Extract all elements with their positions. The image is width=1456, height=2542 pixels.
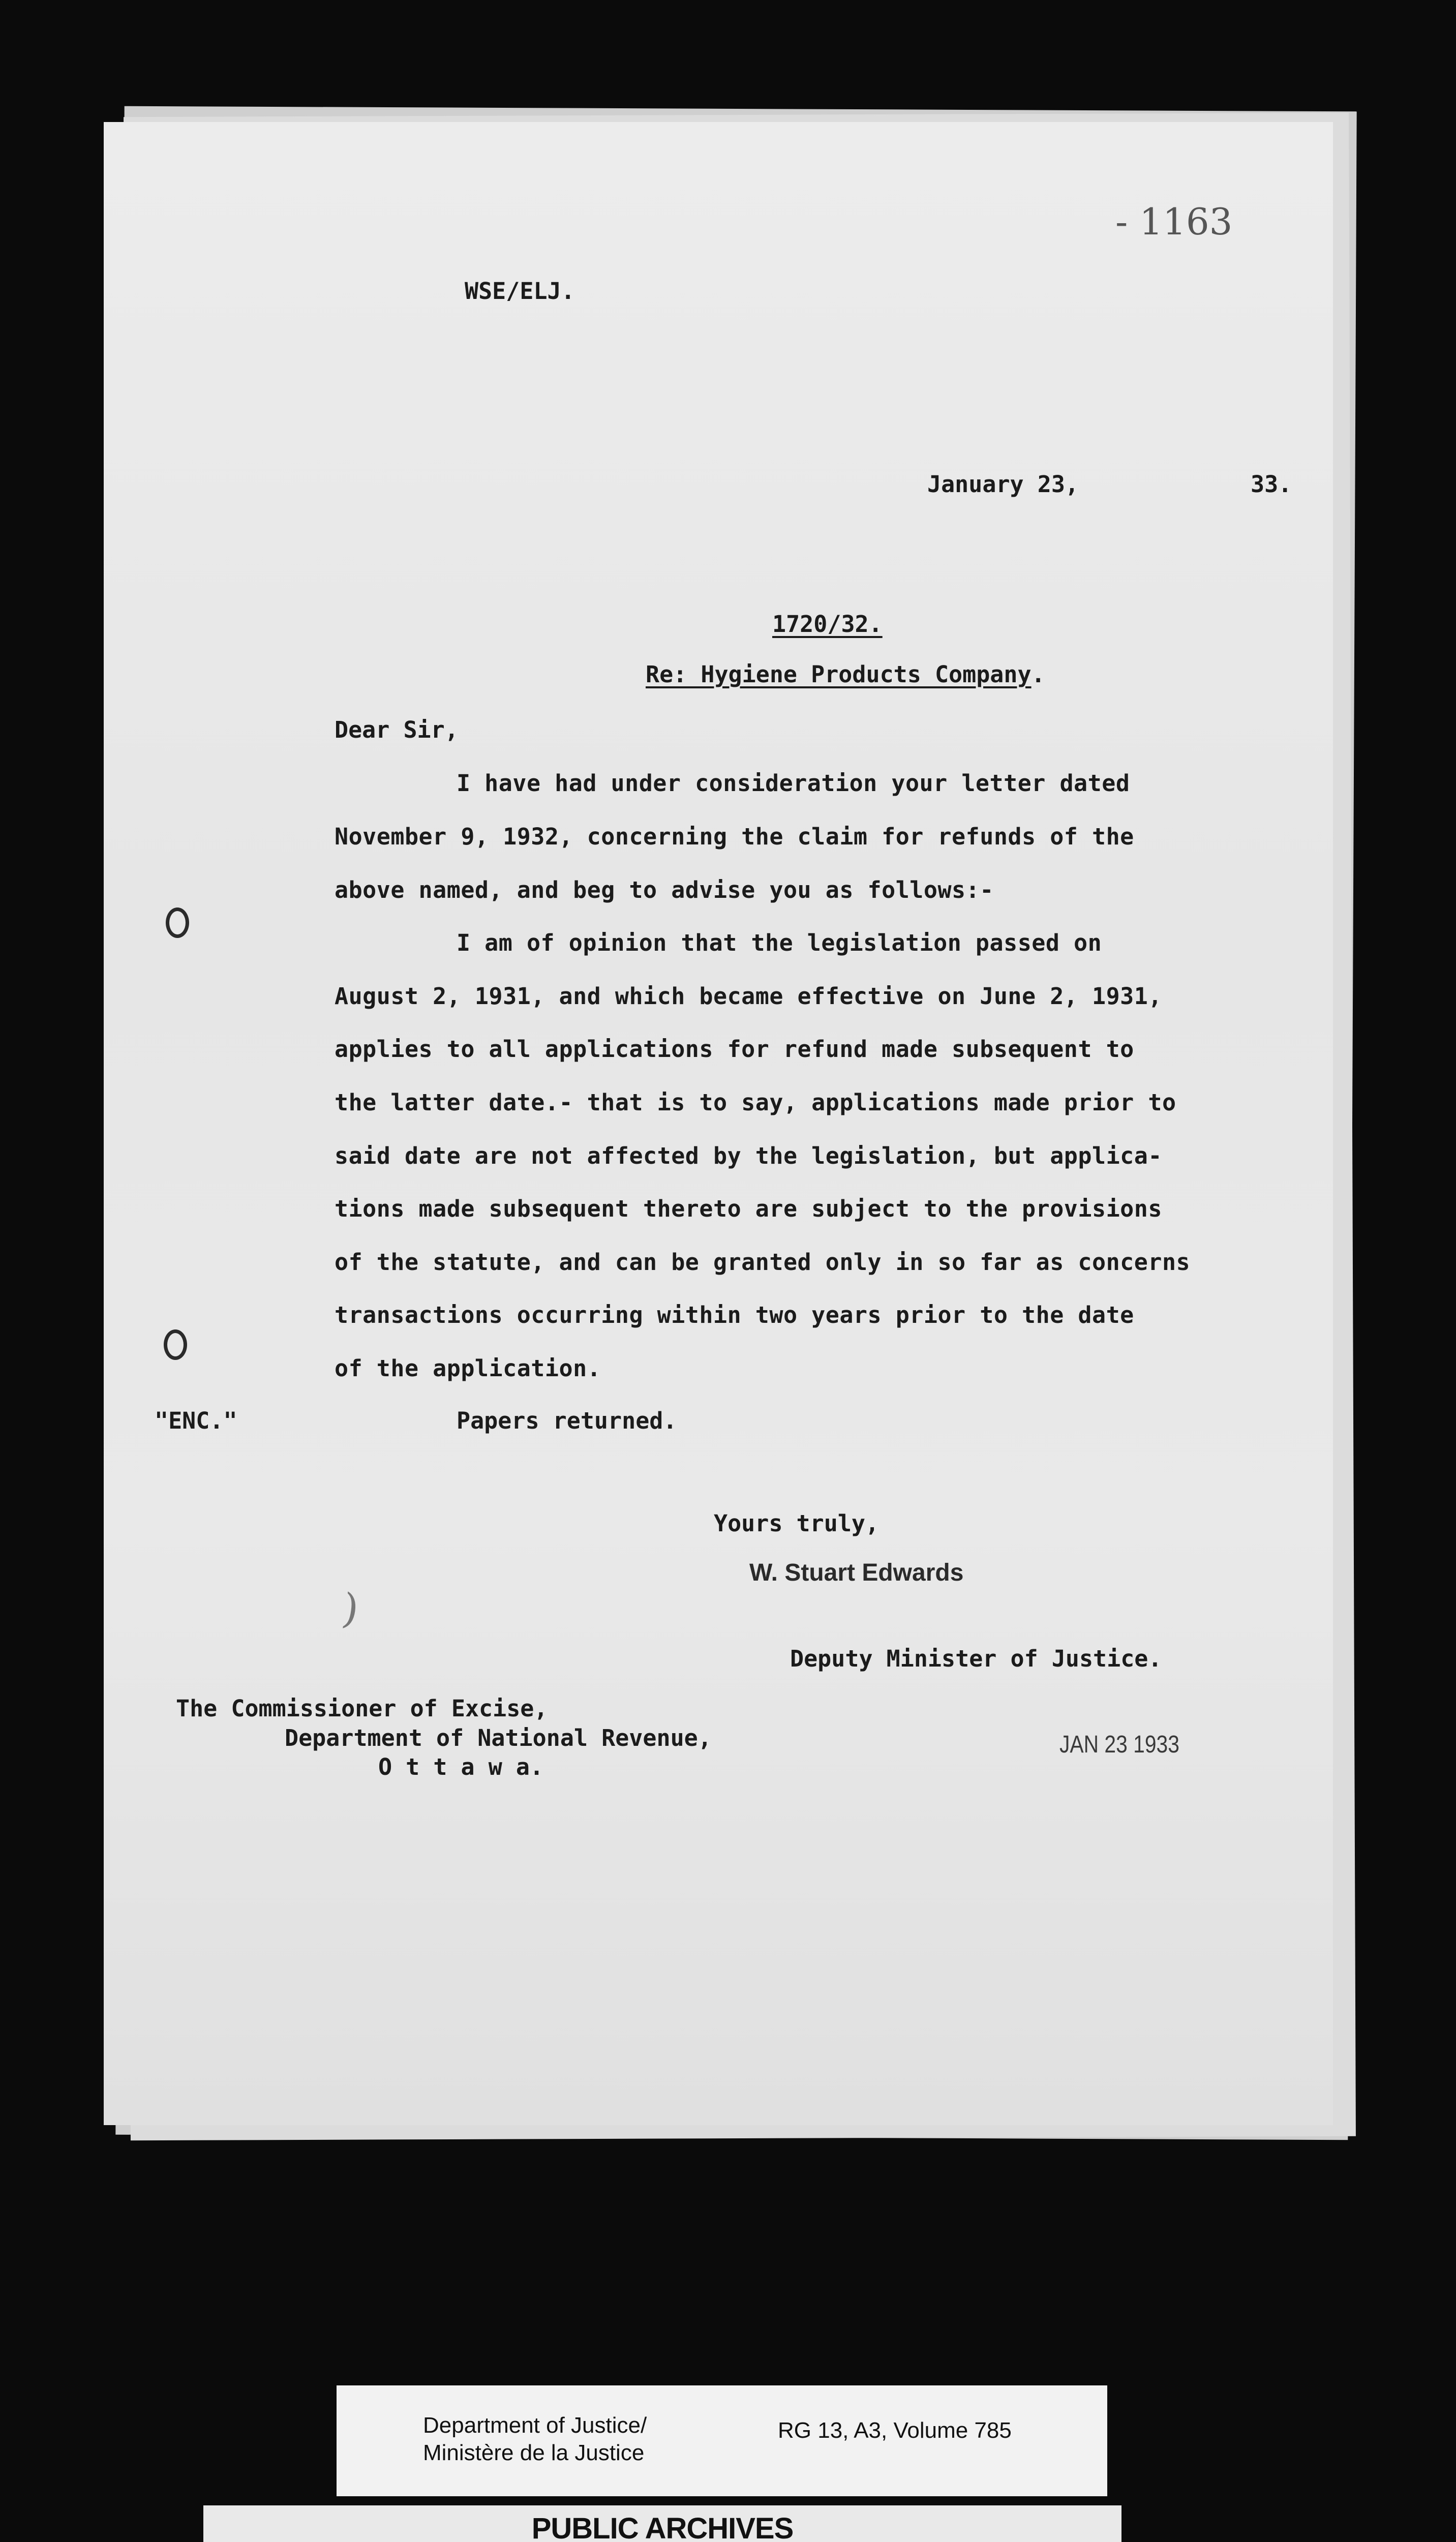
enclosure-mark: "ENC." (155, 1407, 237, 1434)
body-line: said date are not affected by the legislation, but applica- (335, 1142, 1162, 1169)
recipient-line: Department of National Revenue, (285, 1724, 712, 1751)
department-label-fr: Ministère de la Justice (423, 2440, 645, 2465)
recipient-line: The Commissioner of Excise, (176, 1695, 548, 1722)
body-line: of the application. (335, 1355, 601, 1382)
salutation: Dear Sir, (335, 716, 459, 743)
received-date-stamp: JAN 23 1933 (1059, 1731, 1179, 1758)
body-line: transactions occurring within two years prior to the date (335, 1302, 1134, 1328)
department-label: Department of Justice/ (423, 2413, 647, 2438)
letter-date: January 23, (927, 471, 1079, 498)
archive-reference-label (337, 2385, 1107, 2496)
body-line: I am of opinion that the legislation passed on (457, 929, 1102, 956)
archives-line: PUBLIC ARCHIVES (531, 2512, 794, 2542)
letter-page (104, 122, 1333, 2125)
body-line: I have had under consideration your letter dated (457, 770, 1130, 797)
enclosure-text: Papers returned. (457, 1407, 677, 1434)
file-number: 1720/32. (772, 611, 883, 638)
signature-stamp: W. Stuart Edwards (749, 1559, 964, 1586)
signatory-title: Deputy Minister of Justice. (790, 1645, 1162, 1672)
subject-period: . (1031, 661, 1045, 688)
archive-reference-number: RG 13, A3, Volume 785 (778, 2418, 1012, 2443)
body-line: August 2, 1931, and which became effective on June 2, 1931, (335, 983, 1162, 1010)
body-line: applies to all applications for refund made subsequent to (335, 1036, 1134, 1063)
public-archives-label (203, 2505, 1121, 2542)
punch-hole (164, 1329, 187, 1360)
handwritten-folio-number: - 1163 (1115, 200, 1233, 243)
body-line: of the statute, and can be granted only in so far as concerns (335, 1249, 1191, 1276)
closing: Yours truly, (714, 1510, 879, 1537)
body-line: November 9, 1932, concerning the claim for refunds of the (335, 823, 1134, 850)
recipient-line: O t t a w a. (378, 1753, 544, 1780)
pencil-mark: ) (339, 1584, 362, 1633)
body-line: above named, and beg to advise you as follows:- (335, 876, 994, 903)
reference-initials: WSE/ELJ. (465, 278, 575, 305)
punch-hole (166, 907, 189, 938)
body-line: tions made subsequent thereto are subject to the provisions (335, 1195, 1162, 1222)
subject-line (646, 663, 1045, 686)
body-line: the latter date.- that is to say, applications made prior to (335, 1089, 1176, 1116)
subject-text: Re: Hygiene Products Company (646, 661, 1032, 688)
letter-year: 33. (1251, 471, 1292, 498)
